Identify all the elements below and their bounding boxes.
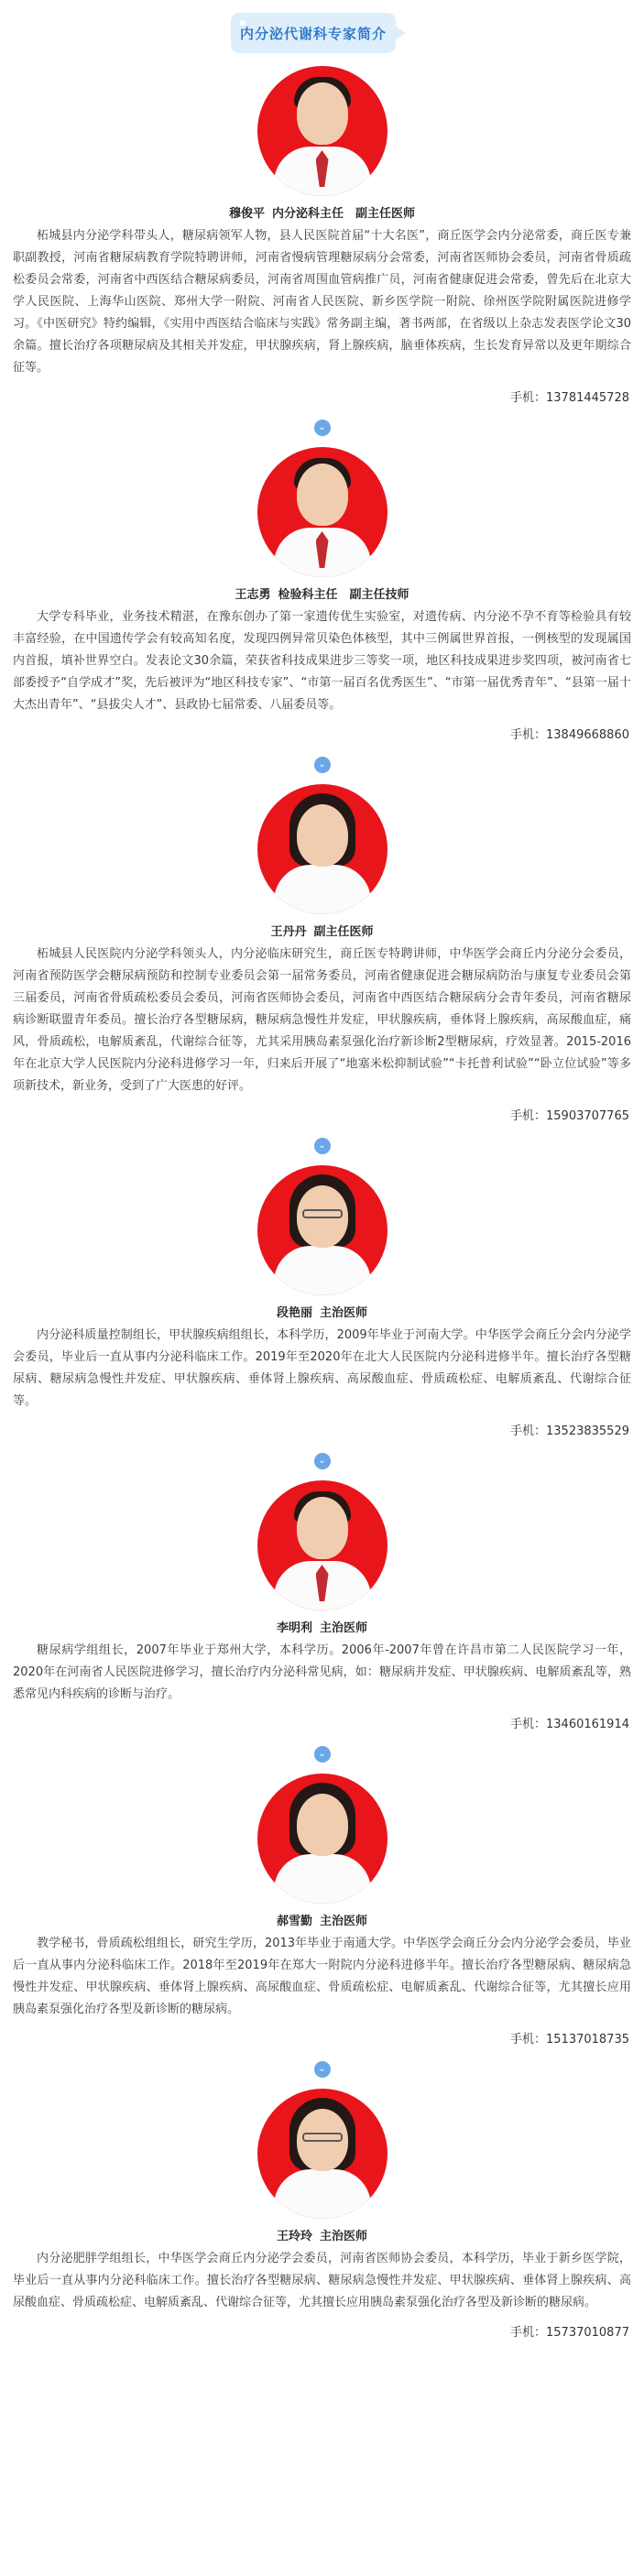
expert-photo (257, 1774, 387, 1904)
expert-bio: 教学秘书，骨质疏松组组长，研究生学历，2013年毕业于南通大学。中华医学会商丘分会内分泌学会委员，毕业后一直从事内分泌科临床工作。2018年至2019年在郑大一附院内分泌科进修半年。擅长治疗各型糖尿病、糖尿病急慢性并发症、甲状腺疾病、垂体肾上腺疾病、高尿酸血症、骨质疏松症、电解质紊乱、代谢综合征等，尤其擅长应用胰岛素泵强化治疗各型及新诊断的糖尿病。 (13, 1937, 631, 2016)
expert-phone: 手机：13460161914 (510, 1718, 629, 1731)
photo-glasses (302, 2133, 343, 2142)
expert-bio: 柘城县内分泌学科带头人，糖尿病领军人物，县人民医院首届“十大名医”，商丘医学会内分泌常委，商丘医专兼职副教授，河南省糖尿病教育学院特聘讲师，河南省慢病管理糖尿病分会常委，河南省医师协会委员，河南省骨质疏松委员会常委，河南省中西医结合糖尿病委员，河南省周围血管病推广员，河南省健康促进会常委，曾先后在北京大学人民医院、上海华山医院、郑州大学一附院、河南省人民医院、新乡医学院一附院、徐州医学院附属医院进修学习。《中医研究》特约编辑，《实用中西医结合临床与实践》常务副主编，著书两部，在省级以上杂志发表医学论文30余篇。擅长治疗各项糖尿病及其相关并发症，甲状腺疾病，肾上腺疾病，脑垂体疾病，生长发育异常以及更年期综合征等。 (13, 229, 631, 375)
photo-face (297, 1497, 348, 1559)
photo-body (274, 1246, 371, 1295)
header-title: 内分泌代谢科专家简介 (239, 25, 387, 42)
expert-name-line (0, 923, 644, 942)
expert-bio: 大学专科毕业，业务技术精湛，在豫东创办了第一家遗传优生实验室，对遗传病、内分泌不孕不育等检验具有较丰富经验，在中国遗传学会有较高知名度，发现四例异常贝染色体核型，其中三例属世界首报，一例核型的发现属国内首报，填补世界空白。发表论文30余篇，荣获省科技成果进步三等奖一项，地区科技成果进步奖四项，被河南省七部委授予“自学成才”奖，先后被评为“地区科技专家”、“市第一届百名优秀医生”、“市第一届优秀青年”、“县第一届十大杰出青年”、“县拔尖人才”、县政协七届常委、八届委员等。 (13, 610, 631, 712)
photo-body (274, 2169, 371, 2219)
photo-face (297, 1794, 348, 1856)
header-corner-dot (240, 20, 246, 26)
expert-list (0, 66, 644, 2343)
chevron-down-icon: ⌄ (314, 1138, 331, 1154)
expert-name: 穆俊平 (228, 207, 265, 221)
expert-phone: 手机：15903707765 (510, 1109, 629, 1123)
chevron-down-icon: ⌄ (314, 1453, 331, 1469)
expert-bio: 内分泌科质量控制组长，甲状腺疾病组组长，本科学历，2009年毕业于河南大学。中华医学会商丘分会内分泌学会委员，毕业后一直从事内分泌科临床工作。2019年至2020年在北大人民医院内分泌科进修半年。擅长治疗各型糖尿病、糖尿病急慢性并发症、甲状腺疾病、垂体肾上腺疾病、高尿酸血症、骨质疏松症、电解质紊乱、代谢综合征等。 (13, 1328, 631, 1408)
header (0, 0, 644, 66)
chevron-down-icon: ⌄ (314, 1746, 331, 1763)
expert-name: 李明利 (276, 1621, 312, 1635)
expert-card (0, 447, 644, 746)
expert-name-line (0, 1913, 644, 1931)
chevron-down-icon: ⌄ (314, 2061, 331, 2078)
expert-bio: 糖尿病学组组长，2007年毕业于郑州大学，本科学历。2006年-2007年曾在许昌市第二人民医院学习一年，2020年在河南省人民医院进修学习，擅长治疗内分泌科常见病，如：糖尿病并发症、甲状腺疾病、电解质紊乱等，熟悉常见内科疾病的诊断与治疗。 (13, 1643, 631, 1701)
photo-glasses (302, 1209, 343, 1218)
expert-photo (257, 784, 387, 914)
expert-name-line (0, 205, 644, 224)
expert-card (0, 784, 644, 1127)
expert-photo (257, 2089, 387, 2219)
expert-card (0, 66, 644, 409)
expert-photo (257, 447, 387, 577)
photo-body (274, 865, 371, 914)
expert-photo (257, 1480, 387, 1610)
expert-title: 检验科主任 副主任技师 (278, 588, 409, 602)
photo-face (297, 82, 348, 145)
expert-title: 主治医师 (320, 2230, 368, 2243)
expert-bio: 内分泌肥胖学组组长，中华医学会商丘内分泌学会委员，河南省医师协会委员，本科学历，毕业于新乡医学院，毕业后一直从事内分泌科临床工作。擅长治疗各型糖尿病、糖尿病急慢性并发症、甲状腺疾病、垂体肾上腺疾病、高尿酸血症、骨质疏松症、电解质紊乱、代谢综合征等，尤其擅长应用胰岛素泵强化治疗各型及新诊断的糖尿病。 (13, 2252, 631, 2309)
photo-face (297, 804, 348, 867)
expert-phone: 手机：13781445728 (510, 391, 629, 405)
expert-title: 主治医师 (320, 1306, 368, 1320)
expert-name: 段艳丽 (276, 1306, 312, 1320)
expert-card (0, 1165, 644, 1442)
expert-card (0, 2089, 644, 2343)
expert-phone: 手机：13523835529 (510, 1424, 629, 1438)
chevron-down-icon: ⌄ (314, 757, 331, 773)
header-tag (231, 13, 396, 53)
expert-card (0, 1774, 644, 2050)
expert-title: 主治医师 (320, 1621, 368, 1635)
chevron-down-icon: ⌄ (314, 420, 331, 436)
expert-name-line (0, 586, 644, 605)
expert-name: 王玲玲 (276, 2230, 312, 2243)
expert-phone: 手机：15137018735 (510, 2033, 629, 2047)
expert-name-line (0, 2228, 644, 2246)
expert-phone: 手机：15737010877 (510, 2326, 629, 2340)
expert-card (0, 1480, 644, 1735)
expert-name-line (0, 1620, 644, 1638)
expert-name: 郝雪勤 (276, 1915, 312, 1928)
photo-face (297, 464, 348, 526)
expert-photo (257, 1165, 387, 1295)
expert-title: 内分泌科主任 副主任医师 (272, 207, 416, 221)
expert-bio: 柘城县人民医院内分泌学科领头人，内分泌临床研究生，商丘医专特聘讲师，中华医学会商丘内分泌分会委员，河南省预防医学会糖尿病预防和控制专业委员会第一届常务委员，河南省健康促进会糖尿病防治与康复专业委员会第三届委员，河南省骨质疏松委员会委员，河南省医师协会委员，河南省中西医结合糖尿病分会青年委员，河南省糖尿病诊断联盟青年委员。擅长治疗各型糖尿病，糖尿病急慢性并发症，甲状腺疾病，垂体肾上腺疾病，高尿酸血症，痛风，骨质疏松，电解质紊乱，代谢综合征等，尤其采用胰岛素泵强化治疗新诊断2型糖尿病，疗效显著。2015-2016年在北京大学人民医院内分泌科进修学习一年，归来后开展了“地塞米松抑制试验”“卡托普利试验”“卧立位试验”等多项新技术，新业务，受到了广大医患的好评。 (13, 947, 631, 1093)
expert-name: 王丹丹 (270, 925, 307, 939)
expert-phone: 手机：13849668860 (510, 728, 629, 742)
expert-title: 主治医师 (320, 1915, 368, 1928)
expert-name: 王志勇 (235, 588, 271, 602)
expert-name-line (0, 1304, 644, 1323)
photo-body (274, 1854, 371, 1904)
expert-title: 副主任医师 (313, 925, 374, 939)
expert-photo (257, 66, 387, 196)
